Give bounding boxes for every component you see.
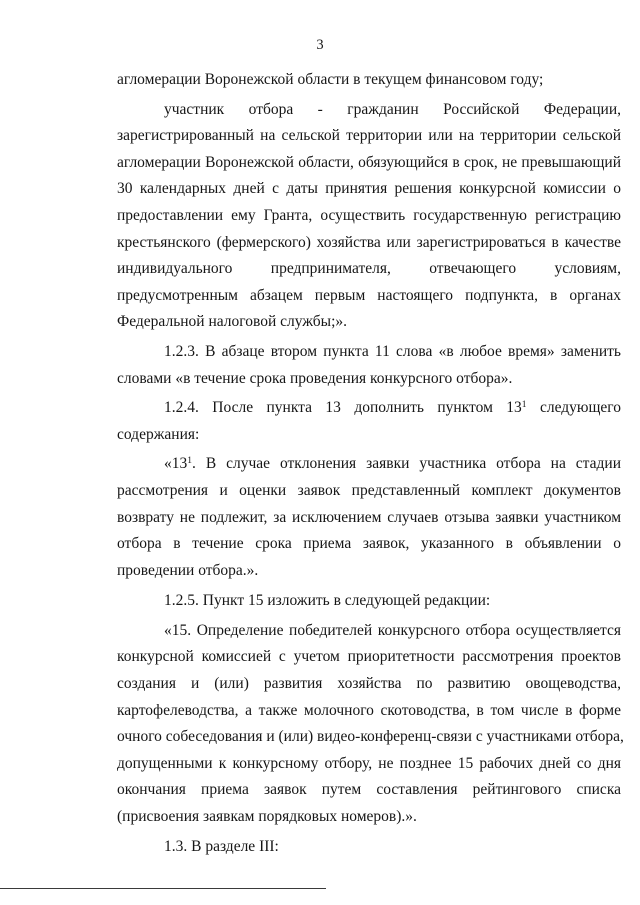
superscript: 1 (187, 456, 192, 467)
text-line: предусмотренным абзацем первым настоящего подпункта, в органах (117, 286, 621, 304)
text-line: 1.2.3. В абзаце втором пункта 11 слова «в любое время» заменить (164, 342, 621, 360)
text-fragment: «13 (164, 455, 188, 473)
text-line: проведении отбора.». (117, 561, 259, 579)
text-line: содержания: (117, 425, 200, 443)
text-line: 1.2.5. Пункт 15 изложить в следующей редакции: (164, 592, 491, 610)
text-fragment: следующего (526, 399, 621, 417)
text-line: предоставлении ему Гранта, осуществить государственную регистрацию (117, 206, 621, 224)
paragraph-2 (117, 97, 621, 336)
paragraph-8 (117, 834, 621, 861)
text-line: 30 календарных дней с даты принятия решения конкурсной комиссии о (117, 180, 621, 198)
text-line: 1.3. В разделе III: (164, 837, 279, 855)
text-line: зарегистрированный на сельской территории или на территории сельской (117, 127, 621, 145)
text-line: агломерации Воронежской области в текущем финансовом году; (117, 71, 544, 88)
paragraph-3 (117, 339, 621, 392)
paragraph-1 (117, 67, 621, 94)
paragraph-5 (117, 451, 621, 584)
superscript: 1 (521, 400, 527, 411)
text-line: (присвоения заявкам порядковых номеров).». (117, 808, 417, 826)
text-line: допущенными к конкурсному отбору, не позднее 15 рабочих дней со дня (117, 754, 621, 772)
footer-divider (0, 888, 326, 889)
paragraph-7 (117, 618, 624, 831)
text-line: картофелеводства, а также молочного скотоводства, в том числе в форме (117, 701, 621, 719)
paragraph-4 (117, 395, 621, 448)
text-line: индивидуального предпринимателя, отвечающего условиям, (117, 260, 621, 278)
page-number: 3 (316, 37, 324, 53)
document-body (117, 67, 624, 860)
text-line (117, 395, 621, 422)
text-fragment: 1.2.4. После пункта 13 дополнить пунктом 13 (164, 399, 522, 417)
text-line: окончания приема заявок путем составления рейтингового списка (117, 781, 621, 799)
text-line: участник отбора - гражданин Российской Федерации, (164, 100, 621, 118)
paragraph-6 (117, 588, 621, 615)
text-line: очного собеседования и (или) видео-конференц-связи с участниками отбора, (117, 728, 624, 746)
text-line: «15. Определение победителей конкурсного отбора осуществляется (164, 621, 621, 639)
text-line: конкурсной комиссией с учетом приоритетности рассмотрения проектов (117, 648, 621, 666)
text-line (117, 451, 621, 478)
text-line: рассмотрения и оценки заявок представленный комплект документов (117, 481, 621, 499)
text-line: крестьянского (фермерского) хозяйства или зарегистрироваться в качестве (117, 233, 621, 251)
text-line: Федеральной налоговой службы;». (117, 313, 348, 331)
text-fragment: . В случае отклонения заявки участника отбора на стадии (192, 455, 621, 473)
text-line: возврату не подлежит, за исключением случаев отзыва заявки участником (117, 508, 621, 526)
text-line: отбора в течение срока приема заявок, указанного в объявлении о (117, 535, 621, 553)
text-line: словами «в течение срока проведения конкурсного отбора». (117, 369, 513, 387)
text-line: агломерации Воронежской области, обязующийся в срок, не превышающий (117, 153, 621, 171)
text-line: создания и (или) развития хозяйства по развитию овощеводства, (117, 675, 621, 693)
